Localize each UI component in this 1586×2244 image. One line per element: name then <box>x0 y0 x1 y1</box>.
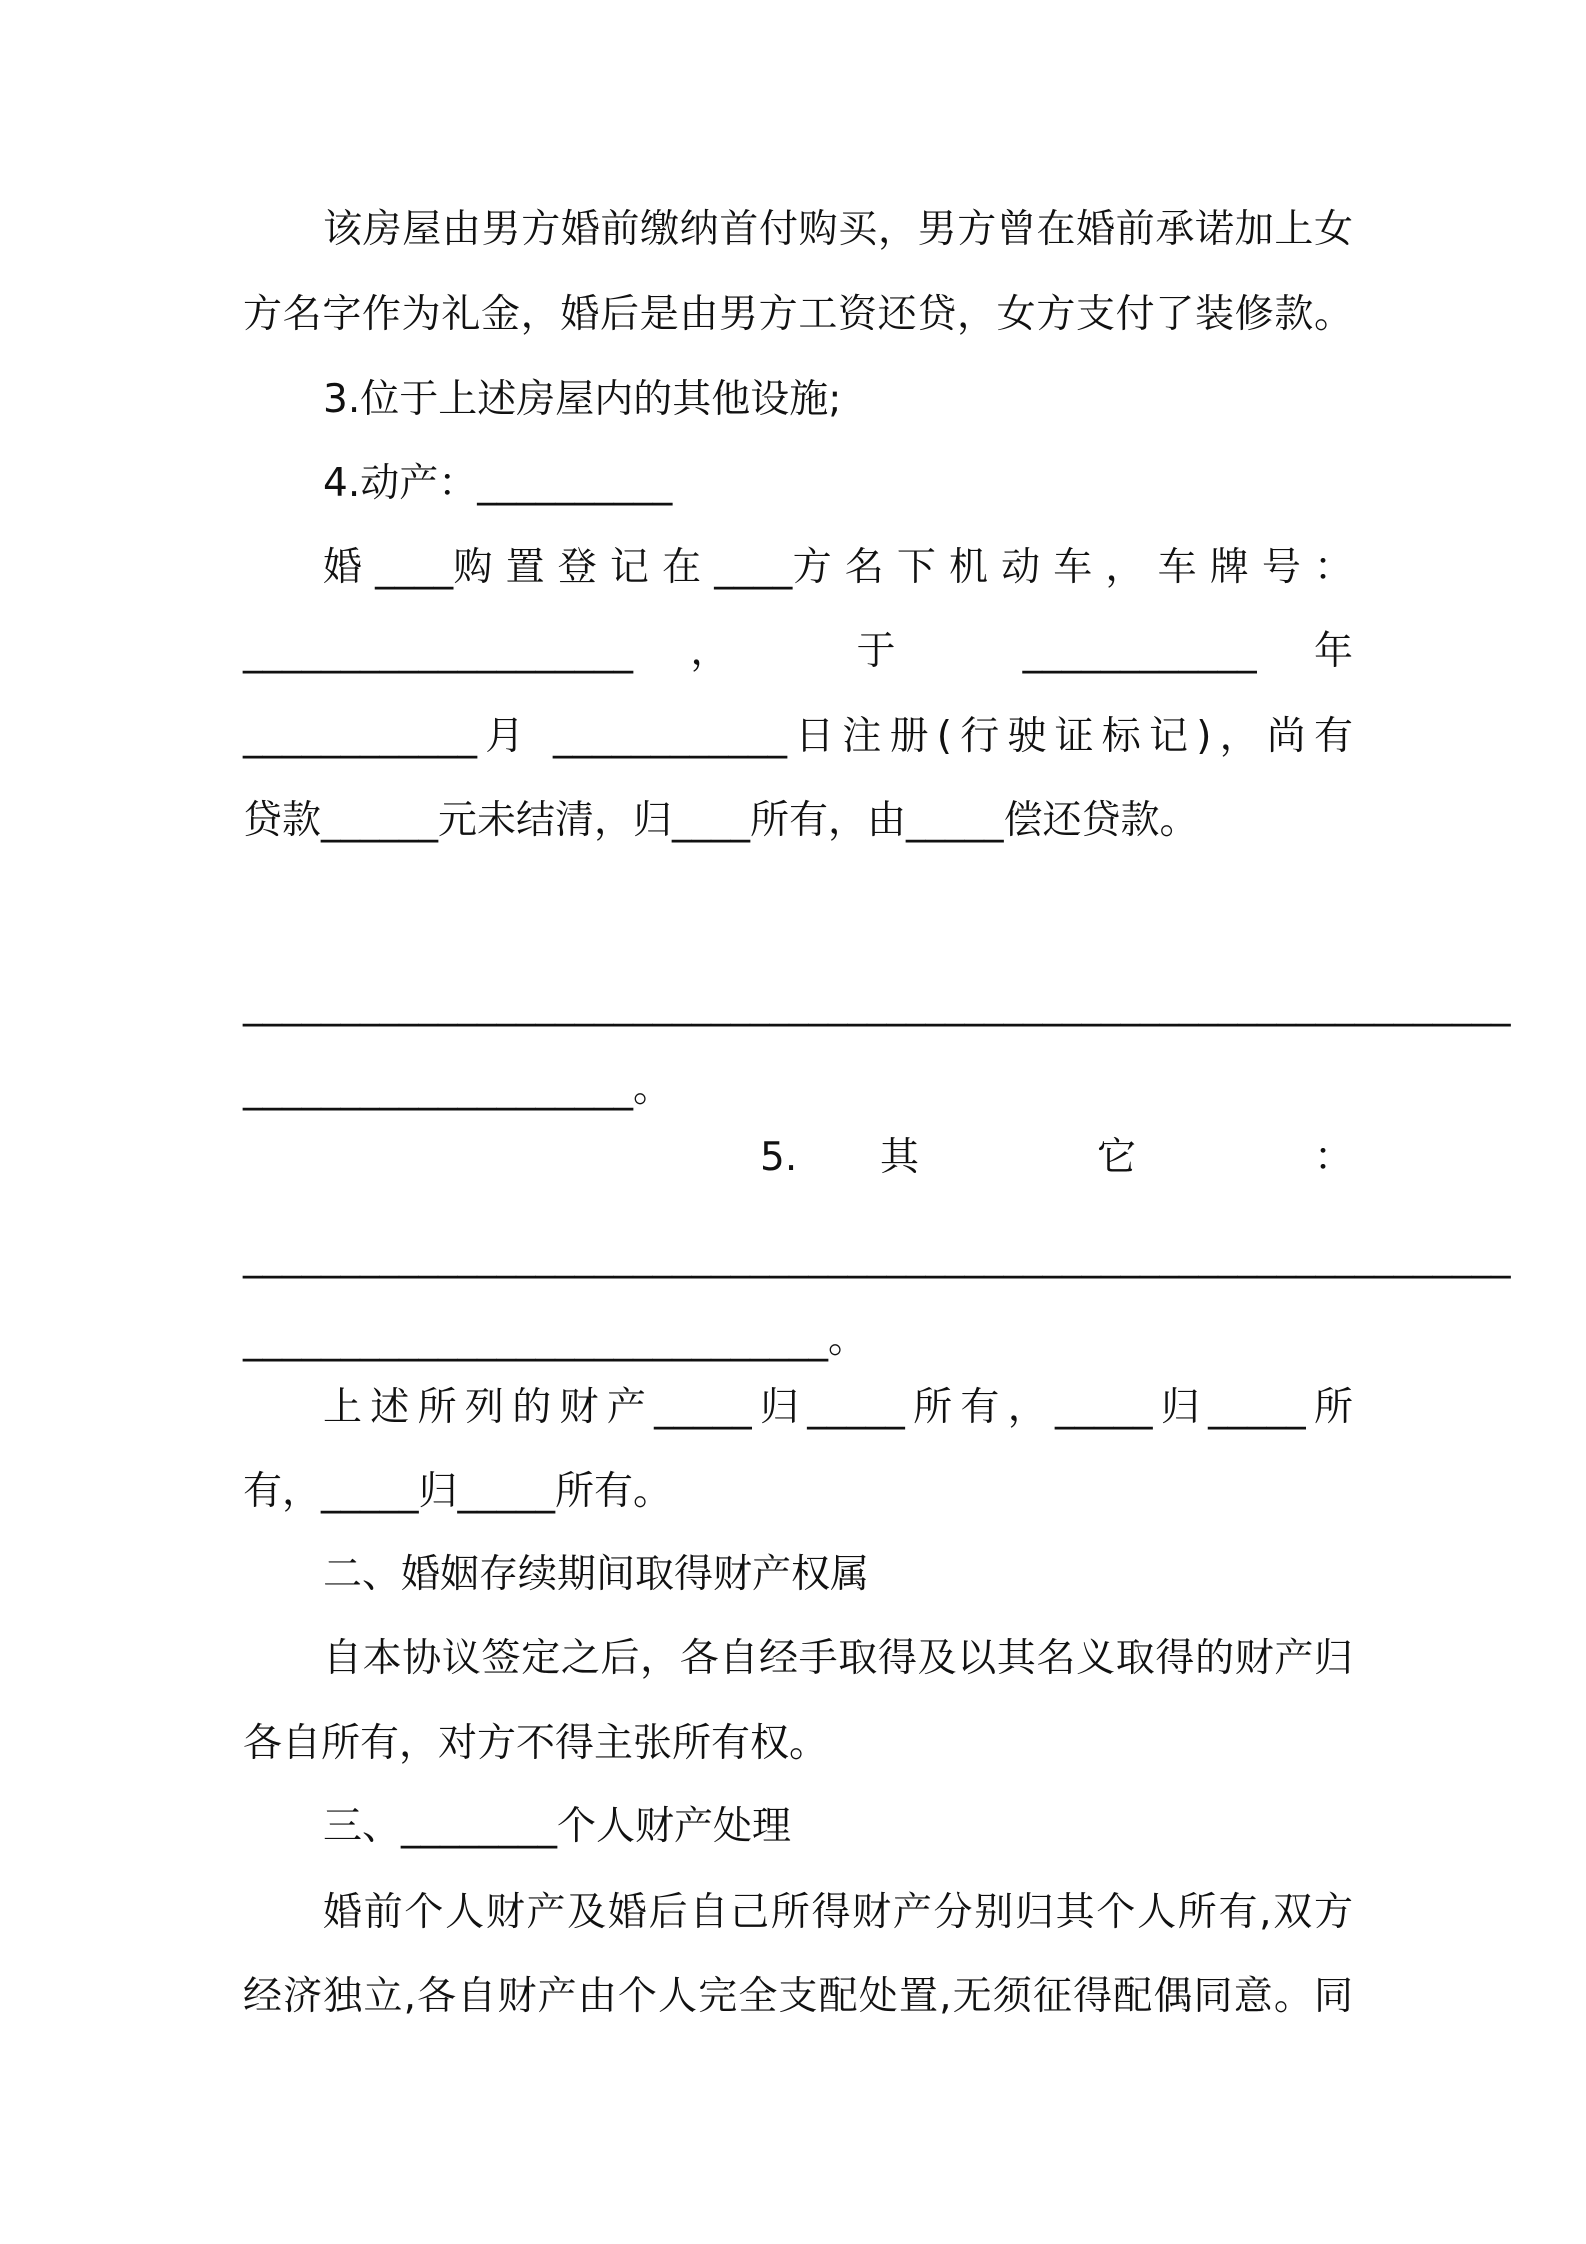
section-3-heading: 三、________个人财产处理 <box>323 1804 792 1849</box>
blank-line-4: ______________________________。 <box>243 1317 867 1362</box>
item-3-other-facilities: 3.位于上述房屋内的其他设施; <box>323 377 842 422</box>
vehicle-line-3: ____________月 ____________日注册(行驶证标记)，尚有 <box>243 714 1353 759</box>
vehicle-line-2: ____________________， 于 ____________年 <box>243 629 1353 674</box>
section-2-para-line-2: 各自所有，对方不得主张所有权。 <box>243 1721 829 1766</box>
section-2-heading: 二、婚姻存续期间取得财产权属 <box>323 1552 870 1597</box>
paragraph-house-line-1: 该房屋由男方婚前缴纳首付购买，男方曾在婚前承诺加上女 <box>323 207 1353 252</box>
section-2-para-line-1: 自本协议签定之后，各自经手取得及以其名义取得的财产归 <box>323 1636 1353 1681</box>
blank-line-2: ____________________。 <box>243 1066 673 1111</box>
section-3-para-line-1: 婚前个人财产及婚后自己所得财产分别归其个人所有,双方 <box>323 1890 1353 1935</box>
vehicle-line-1: 婚 ____购 置 登 记 在 ____方 名 下 机 动 车 ， 车 牌 号 ： <box>323 545 1353 590</box>
vehicle-line-4: 贷款______元未结清，归____所有，由_____偿还贷款。 <box>243 798 1199 843</box>
item-5-other: 5.其 它 ： <box>760 1135 1353 1180</box>
paragraph-house-line-2: 方名字作为礼金，婚后是由男方工资还贷，女方支付了装修款。 <box>243 292 1353 337</box>
ownership-line-2: 有，_____归_____所有。 <box>243 1469 673 1514</box>
ownership-line-1: 上述所列的财产_____归_____所有，_____归_____所 <box>323 1385 1353 1430</box>
blank-line-1: _________________________________________________________________ <box>243 982 1511 1027</box>
blank-line-3: _________________________________________________________________ <box>243 1234 1511 1279</box>
section-3-para-line-2: 经济独立,各自财产由个人完全支配处置,无须征得配偶同意。同 <box>243 1974 1353 2019</box>
item-4-movable-property: 4.动产：__________ <box>323 461 673 506</box>
